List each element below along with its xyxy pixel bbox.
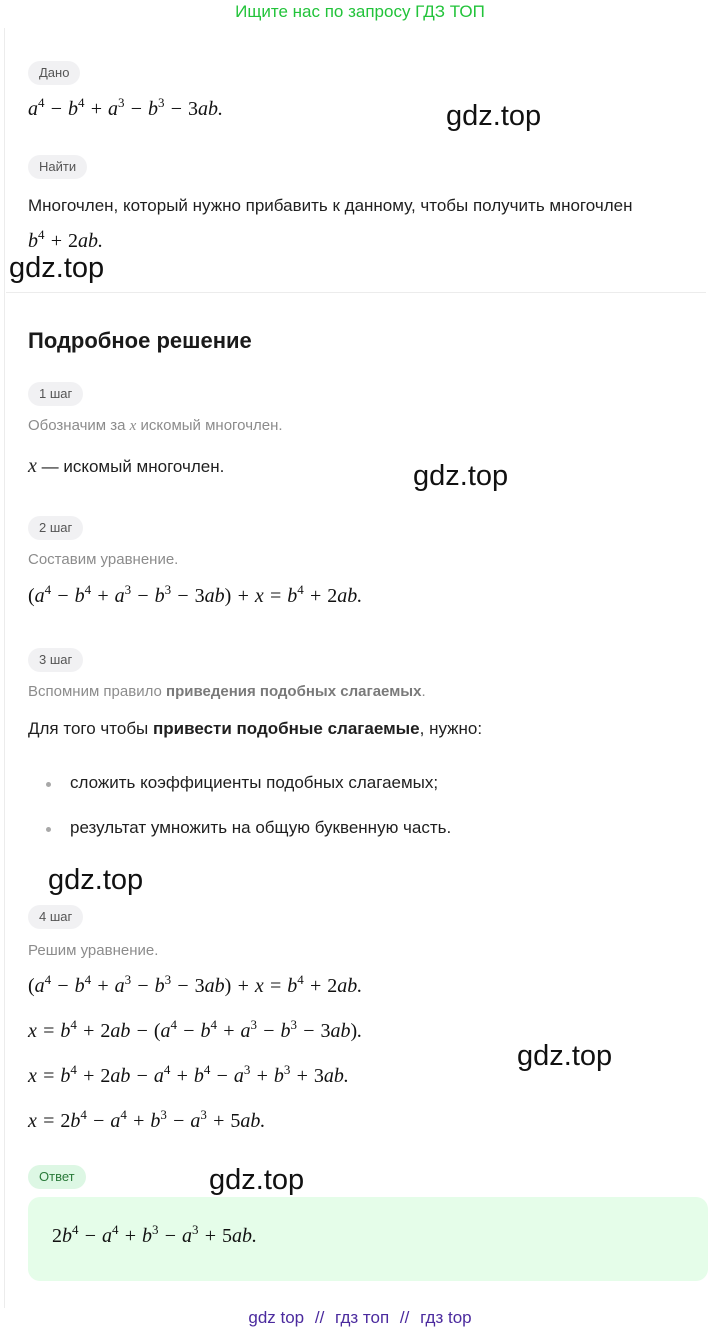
watermark: gdz.top — [446, 100, 542, 132]
answer-expression: $2b^4 - a^4 + b^3 - a^3 + 5ab$. — [52, 1222, 257, 1247]
step-4-line-4: $x = 2b^4 - a^4 + b^3 - a^3 + 5ab$. — [28, 1107, 266, 1132]
answer-box — [28, 1197, 708, 1281]
bullet-dot-1 — [46, 782, 51, 787]
find-label: Найти — [28, 155, 87, 179]
footer-link-gdz-top-ru[interactable]: гдз топ — [335, 1308, 390, 1327]
watermark: gdz.top — [413, 460, 509, 492]
find-expression: $b^4 + 2ab$. — [28, 227, 103, 252]
watermark: gdz.top — [209, 1164, 305, 1196]
left-rule — [4, 28, 5, 1308]
step-3-label: 3 шаг — [28, 648, 83, 672]
step-4-line-3: $x = b^4 + 2ab - a^4 + b^4 - a^3 + b^3 + 3ab$. — [28, 1062, 349, 1087]
step-2-equation: $(a^4 - b^4 + a^3 - b^3 - 3ab) + x = b^4 + 2ab$. — [28, 582, 363, 607]
step-1-hint: Обозначим за x искомый многочлен. — [28, 417, 283, 434]
step-4-line-1: $(a^4 - b^4 + a^3 - b^3 - 3ab) + x = b^4 + 2ab$. — [28, 972, 363, 997]
step-3-bullet-1: сложить коэффициенты подобных слагаемых; — [70, 773, 439, 792]
watermark: gdz.top — [48, 864, 144, 896]
step-1-body: x — искомый многочлен. — [28, 455, 225, 477]
step-4-hint: Решим уравнение. — [28, 942, 159, 959]
step-2-label: 2 шаг — [28, 516, 83, 540]
footer-link-gdz-top[interactable]: gdz top — [248, 1308, 305, 1327]
watermark: gdz.top — [517, 1040, 613, 1072]
footer-separator: // — [399, 1308, 410, 1327]
step-3-bullet-2: результат умножить на общую буквенную часть. — [70, 818, 452, 837]
given-label: Дано — [28, 61, 80, 85]
footer-links — [0, 1308, 720, 1328]
step-4-label: 4 шаг — [28, 905, 83, 929]
watermark: gdz.top — [9, 252, 105, 284]
step-4-line-2: $x = b^4 + 2ab - (a^4 - b^4 + a^3 - b^3 - 3ab)$. — [28, 1017, 363, 1042]
top-banner: Ищите нас по запросу ГДЗ ТОП — [235, 2, 485, 21]
step-3-body: Для того чтобы привести подобные слагаемые, нужно: — [28, 719, 483, 738]
step-1-label: 1 шаг — [28, 382, 83, 406]
answer-label: Ответ — [28, 1165, 86, 1189]
given-expression: $a^4 - b^4 + a^3 - b^3 - 3ab$. — [28, 95, 223, 120]
bullet-dot-2 — [46, 827, 51, 832]
footer-link-gdz-top-mixed[interactable]: гдз top — [420, 1308, 472, 1327]
footer-separator: // — [314, 1308, 325, 1327]
solution-heading: Подробное решение — [28, 328, 252, 353]
find-text: Многочлен, который нужно прибавить к данному, чтобы получить многочлен — [28, 196, 633, 215]
section-divider — [6, 292, 706, 293]
step-2-hint: Составим уравнение. — [28, 551, 179, 568]
step-3-hint: Вспомним правило приведения подобных слагаемых. — [28, 683, 426, 700]
